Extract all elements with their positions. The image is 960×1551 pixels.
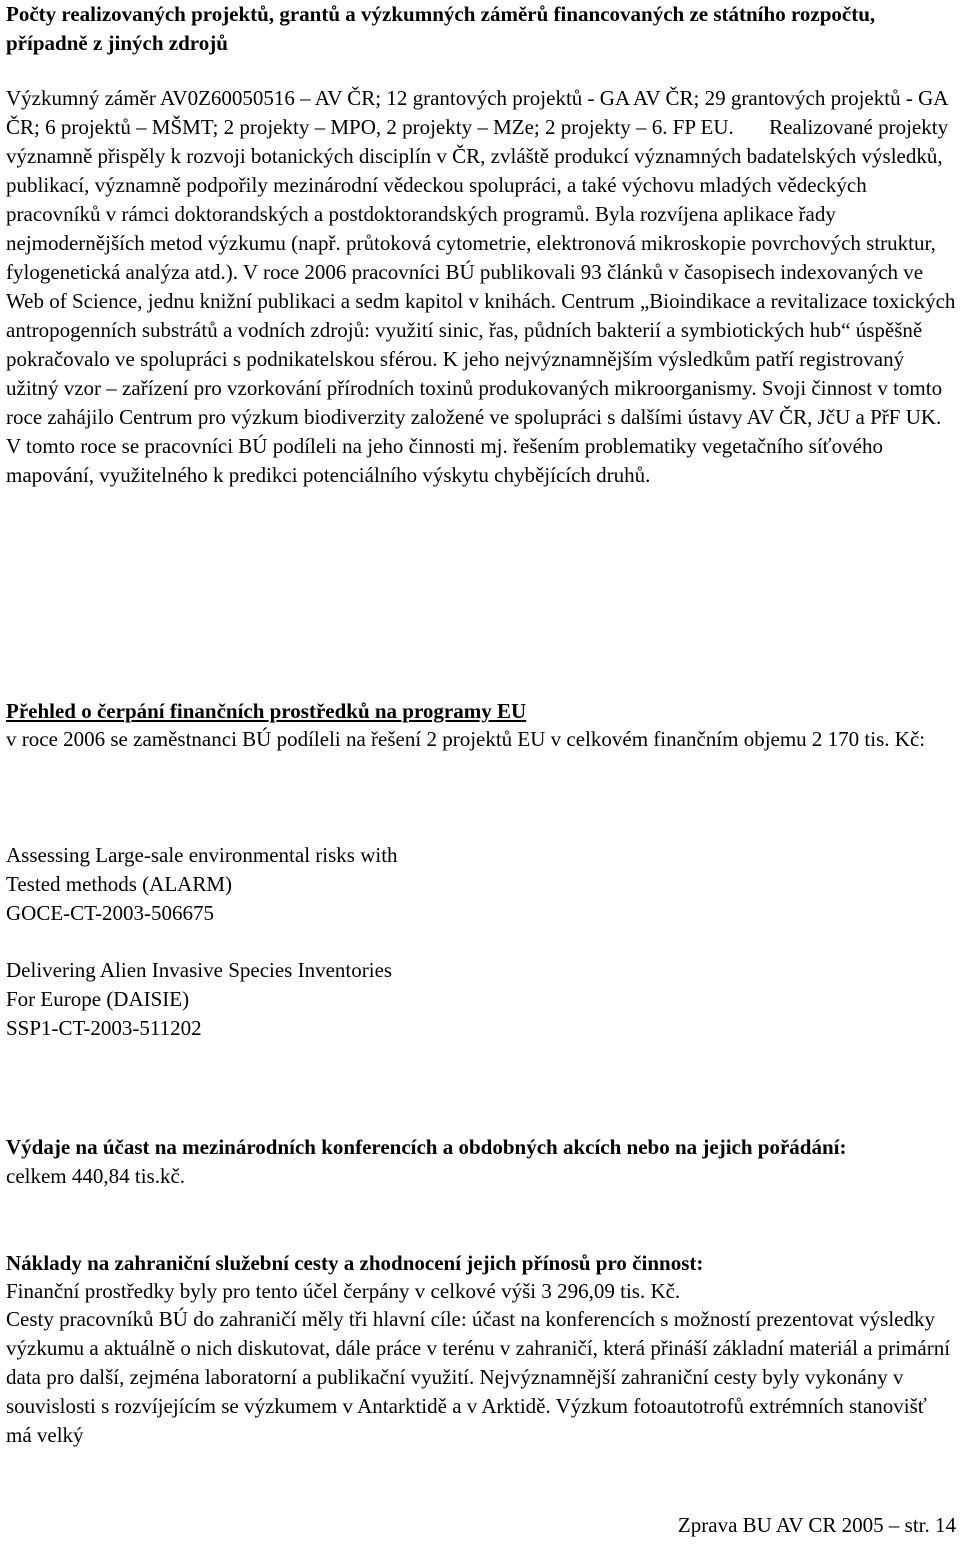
section-heading-eu: Přehled o čerpání finančních prostředků na programy EU <box>6 699 527 723</box>
projects-paragraph <box>6 84 956 490</box>
projects-description: Realizované projekty významně přispěly k rozvoji botanických disciplín v ČR, zvláště produkcí významných badatelských výsledků, publikací, významně podpořily mezinárodní vědeckou spolupráci, a také výchovu mladých vědeckých pracovníků v rámci doktorandských a postdoktorandských programů. Byla rozvíjena aplikace řady nejmodernějších metod výzkumu (např. průtoková cytometrie, elektronová mikroskopie povrchových struktur, fylogenetická analýza atd.). V roce 2006 pracovníci BÚ publikovali 93 článků v časopisech indexovaných ve Web of Science, jednu knižní publikaci a sedm kapitol v knihách. Centrum „Bioindikace a revitalizace toxických antropogenních substrátů a vodních zdrojů: využití sinic, řas, půdních bakterií a symbiotických hub“ úspěšně pokračovalo ve spolupráci s podnikatelskou sférou. K jeho nejvýznamnějším výsledkům patří registrovaný užitný vzor – zařízení pro vzorkování přírodních toxinů produkovaných mikroorganismy. Svoji činnost v tomto roce zahájilo Centrum pro výzkum biodiverzity založené ve spolupráci s dalšími ústavy AV ČR, JčU a PřF UK. V tomto roce se pracovníci BÚ podíleli na jeho činnosti mj. řešením problematiky vegetačního síťového mapování, využitelného k predikci potenciálního výskytu chybějících druhů. <box>6 115 956 487</box>
section-heading-projects: Počty realizovaných projektů, grantů a výzkumných záměrů financovaných ze státního rozpočtu, případně z jiných zdrojů <box>6 2 876 55</box>
section-projects <box>6 0 956 490</box>
eu-project-code: SSP1-CT-2003-511202 <box>6 1016 202 1040</box>
travel-funds: Finanční prostředky byly pro tento účel čerpány v celkové výši 3 296,09 tis. Kč. <box>6 1279 681 1303</box>
section-conferences <box>6 1133 956 1191</box>
section-heading-travel: Náklady na zahraniční služební cesty a zhodnocení jejich přínosů pro činnost: <box>6 1251 704 1275</box>
eu-project-code: GOCE-CT-2003-506675 <box>6 901 215 925</box>
conferences-total: celkem 440,84 tis.kč. <box>6 1164 186 1188</box>
projects-summary: Výzkumný záměr AV0Z60050516 – AV ČR; 12 grantových projektů - GA AV ČR; 29 grantových projektů - GA ČR; 6 projektů – MŠMT; 2 projekty – MPO, 2 projekty – MZe; 2 projekty – 6. FP EU. <box>6 86 948 139</box>
eu-project-title-line1: Assessing Large-sale environmental risks with <box>6 843 398 867</box>
eu-project-alarm <box>6 841 398 928</box>
section-eu-programs <box>6 697 956 1040</box>
section-travel <box>6 1249 956 1450</box>
eu-project-title-line2: For Europe (DAISIE) <box>6 987 190 1011</box>
eu-project-daisie <box>6 956 392 1043</box>
travel-description: Cesty pracovníků BÚ do zahraničí měly tři hlavní cíle: účast na konferencích s možností prezentovat výsledky výzkumu a aktuálně o nich diskutovat, dále práce v terénu v zahraničí, která přináší základní materiál a primární data pro další, zejména laboratorní a publikační využití. Nejvýznamnější zahraniční cesty byly vykonány v souvislosti s rozvíjejícím se výzkumem v Antarktidě a v Arktidě. Výzkum fotoautotrofů extrémních stanovišť má velký <box>6 1307 951 1447</box>
section-heading-conferences: Výdaje na účast na mezinárodních konferencích a obdobných akcích nebo na jejich pořádání: <box>6 1135 847 1159</box>
eu-summary: v roce 2006 se zaměstnanci BÚ podíleli na řešení 2 projektů EU v celkovém finančním objemu 2 170 tis. Kč: <box>6 727 926 751</box>
eu-project-title-line1: Delivering Alien Invasive Species Inventories <box>6 958 393 982</box>
page-footer: Zprava BU AV CR 2005 – str. 14 <box>677 1513 956 1537</box>
eu-project-title-line2: Tested methods (ALARM) <box>6 872 232 896</box>
